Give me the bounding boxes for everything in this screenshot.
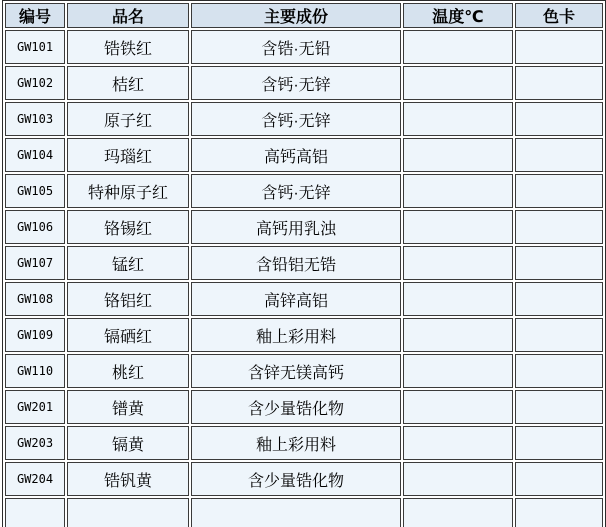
cell-name: 原子红: [67, 102, 189, 136]
header-temperature: 温度℃: [403, 3, 513, 28]
cell-color-card: [515, 318, 603, 352]
cell-empty: [191, 498, 401, 527]
header-name: 品名: [67, 3, 189, 28]
header-row: [5, 3, 603, 28]
cell-code: GW101: [5, 30, 65, 64]
table-header: [5, 3, 603, 28]
cell-composition: 含铅铝无锆: [191, 246, 401, 280]
cell-color-card: [515, 138, 603, 172]
table-row: [5, 426, 603, 460]
table-row: [5, 66, 603, 100]
table-row: [5, 354, 603, 388]
cell-code: GW201: [5, 390, 65, 424]
table-row: [5, 318, 603, 352]
cell-temperature: [403, 102, 513, 136]
cell-temperature: [403, 390, 513, 424]
partial-row: [5, 498, 603, 527]
cell-code: GW106: [5, 210, 65, 244]
cell-color-card: [515, 30, 603, 64]
table-row: [5, 462, 603, 496]
cell-color-card: [515, 174, 603, 208]
cell-name: 特种原子红: [67, 174, 189, 208]
cell-name: 桔红: [67, 66, 189, 100]
cell-temperature: [403, 318, 513, 352]
cell-color-card: [515, 66, 603, 100]
cell-color-card: [515, 354, 603, 388]
cell-name: 铬铝红: [67, 282, 189, 316]
table-row: [5, 174, 603, 208]
cell-code: GW104: [5, 138, 65, 172]
table-row: [5, 282, 603, 316]
cell-name: 镉黄: [67, 426, 189, 460]
cell-color-card: [515, 102, 603, 136]
cell-composition: 含钙·无锌: [191, 102, 401, 136]
cell-color-card: [515, 390, 603, 424]
cell-temperature: [403, 210, 513, 244]
cell-name: 镨黄: [67, 390, 189, 424]
table-row: [5, 102, 603, 136]
cell-color-card: [515, 462, 603, 496]
cell-composition: 含钙·无锌: [191, 174, 401, 208]
cell-code: GW109: [5, 318, 65, 352]
cell-color-card: [515, 426, 603, 460]
cell-composition: 釉上彩用料: [191, 318, 401, 352]
table-row: [5, 390, 603, 424]
cell-color-card: [515, 282, 603, 316]
cell-temperature: [403, 66, 513, 100]
table-row: [5, 138, 603, 172]
cell-temperature: [403, 246, 513, 280]
cell-composition: 高钙高铝: [191, 138, 401, 172]
cell-empty: [515, 498, 603, 527]
cell-code: GW108: [5, 282, 65, 316]
cell-composition: 高钙用乳浊: [191, 210, 401, 244]
cell-code: GW204: [5, 462, 65, 496]
cell-composition: 高锌高铝: [191, 282, 401, 316]
cell-name: 桃红: [67, 354, 189, 388]
cell-color-card: [515, 210, 603, 244]
cell-composition: 含钙·无锌: [191, 66, 401, 100]
cell-code: GW203: [5, 426, 65, 460]
cell-temperature: [403, 282, 513, 316]
cell-name: 锰红: [67, 246, 189, 280]
cell-color-card: [515, 246, 603, 280]
cell-name: 镉硒红: [67, 318, 189, 352]
table-row: [5, 30, 603, 64]
cell-name: 铬锡红: [67, 210, 189, 244]
cell-name: 锆铁红: [67, 30, 189, 64]
table-body: [5, 30, 603, 527]
cell-name: 玛瑙红: [67, 138, 189, 172]
cell-code: GW102: [5, 66, 65, 100]
header-color-card: 色卡: [515, 3, 603, 28]
header-composition: 主要成份: [191, 3, 401, 28]
cell-empty: [67, 498, 189, 527]
cell-temperature: [403, 174, 513, 208]
cell-name: 锆钒黄: [67, 462, 189, 496]
cell-code: GW105: [5, 174, 65, 208]
cell-temperature: [403, 138, 513, 172]
cell-temperature: [403, 426, 513, 460]
header-code: 编号: [5, 3, 65, 28]
cell-code: GW110: [5, 354, 65, 388]
cell-composition: 含少量锆化物: [191, 390, 401, 424]
cell-empty: [403, 498, 513, 527]
cell-temperature: [403, 354, 513, 388]
cell-composition: 釉上彩用料: [191, 426, 401, 460]
cell-code: GW107: [5, 246, 65, 280]
cell-code: GW103: [5, 102, 65, 136]
cell-temperature: [403, 462, 513, 496]
cell-composition: 含锆·无铅: [191, 30, 401, 64]
pigment-table: [2, 0, 606, 527]
cell-composition: 含锌无镁高钙: [191, 354, 401, 388]
table-row: [5, 210, 603, 244]
cell-composition: 含少量锆化物: [191, 462, 401, 496]
cell-temperature: [403, 30, 513, 64]
cell-empty: [5, 498, 65, 527]
table-row: [5, 246, 603, 280]
